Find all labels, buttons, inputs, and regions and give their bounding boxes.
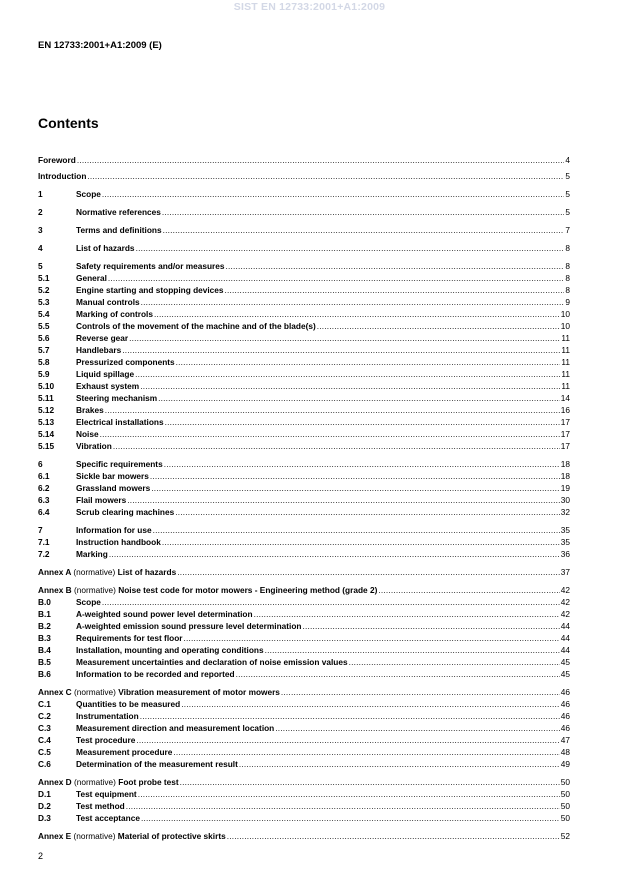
toc-page-number: 44 [560,621,570,631]
toc-entry[interactable] [38,284,570,296]
dot-leader [181,698,560,710]
dot-leader [154,308,560,320]
dot-leader [275,722,560,734]
toc-entry-title: Noise [76,429,99,439]
toc-entry-number: 5.10 [38,381,55,391]
dot-leader [153,524,560,536]
toc-entry-number: 6.1 [38,471,50,481]
toc-page-number: 36 [560,549,570,559]
toc-entry-title: Normative references [76,207,161,217]
toc-entry-number: B.0 [38,597,51,607]
toc-entry-number: 5.12 [38,405,55,415]
table-of-contents [38,154,570,842]
dot-leader [122,344,560,356]
dot-leader [102,596,560,608]
toc-entry-title: Electrical installations [76,417,164,427]
dot-leader [239,758,560,770]
dot-leader [227,830,560,842]
toc-entry[interactable] [38,788,570,800]
toc-entry-title: Measurement procedure [76,747,173,757]
toc-entry-title: Instruction handbook [76,537,161,547]
toc-entry-title: Pressurized components [76,357,175,367]
toc-page-number: 17 [560,429,570,439]
toc-page-number: 50 [560,777,570,787]
toc-entry-number: B.2 [38,621,51,631]
toc-entry[interactable] [38,320,570,332]
dot-leader [129,332,560,344]
toc-entry-title: Test procedure [76,735,136,745]
toc-entry-number: B.5 [38,657,51,667]
toc-entry-title: Measurement direction and measurement location [76,723,275,733]
toc-entry[interactable] [38,524,570,536]
toc-entry-number: 5.15 [38,441,55,451]
dot-leader [135,368,560,380]
toc-entry-number: 5.1 [38,273,50,283]
dot-leader [162,206,565,218]
toc-entry[interactable] [38,368,570,380]
toc-page-number: 14 [560,393,570,403]
dot-leader [254,608,560,620]
toc-page-number: 5 [565,189,570,199]
dot-leader [158,392,560,404]
page-number: 2 [38,851,44,861]
toc-entry-title: Flail mowers [76,495,127,505]
toc-entry[interactable] [38,428,570,440]
toc-page-number: 45 [560,657,570,667]
toc-page-number: 52 [560,831,570,841]
toc-entry-number: D.1 [38,789,51,799]
toc-entry[interactable] [38,242,570,254]
toc-annex-entry[interactable] [38,776,570,788]
toc-entry[interactable] [38,482,570,494]
toc-page-number: 5 [565,207,570,217]
dot-leader [113,440,560,452]
toc-entry[interactable] [38,548,570,560]
dot-leader [108,272,564,284]
dot-leader [302,620,559,632]
toc-entry-number: B.3 [38,633,51,643]
toc-page-number: 7 [565,225,570,235]
toc-entry-title: Brakes [76,405,104,415]
toc-entry-number: B.6 [38,669,51,679]
dot-leader [165,416,560,428]
toc-entry-number: 5 [38,261,43,271]
toc-entry[interactable] [38,332,570,344]
toc-page-number: 8 [565,261,570,271]
dot-leader [180,776,560,788]
dot-leader [225,284,565,296]
toc-entry-number: 5.2 [38,285,50,295]
toc-entry[interactable] [38,380,570,392]
dot-leader [140,380,560,392]
toc-entry[interactable] [38,536,570,548]
toc-entry-title: Sickle bar mowers [76,471,149,481]
toc-page-number: 44 [560,633,570,643]
toc-entry-title: Annex A (normative) List of hazards [38,567,177,577]
dot-leader [225,260,564,272]
toc-entry[interactable] [38,170,570,182]
dot-leader [150,470,560,482]
dot-leader [378,584,559,596]
toc-entry-number: 5.5 [38,321,50,331]
dot-leader [141,812,560,824]
toc-entry-title: Quantities to be measured [76,699,181,709]
toc-entry-number: B.1 [38,609,51,619]
toc-entry-number: 6.3 [38,495,50,505]
toc-entry[interactable] [38,812,570,824]
dot-leader [317,320,560,332]
toc-entry-number: 3 [38,225,43,235]
toc-page-number: 46 [560,687,570,697]
toc-page-number: 18 [560,471,570,481]
dot-leader [87,170,564,182]
toc-entry-title: Safety requirements and/or measures [76,261,225,271]
toc-entry-title: Installation, mounting and operating conditions [76,645,264,655]
toc-entry-title: A-weighted emission sound pressure level determination [76,621,302,631]
toc-entry[interactable] [38,632,570,644]
toc-entry[interactable] [38,734,570,746]
toc-page-number: 10 [560,309,570,319]
toc-page-number: 19 [560,483,570,493]
toc-annex-entry[interactable] [38,686,570,698]
toc-entry[interactable] [38,698,570,710]
toc-entry-number: 6 [38,459,43,469]
toc-entry-title: Vibration [76,441,112,451]
toc-page-number: 16 [560,405,570,415]
toc-entry-title: Test acceptance [76,813,140,823]
toc-page-number: 4 [565,155,570,165]
toc-page-number: 32 [560,507,570,517]
toc-entry-title: Scope [76,189,101,199]
toc-entry[interactable] [38,608,570,620]
toc-entry[interactable] [38,494,570,506]
toc-page-number: 10 [560,321,570,331]
toc-entry-title: List of hazards [76,243,135,253]
dot-leader [109,548,560,560]
dot-leader [126,800,560,812]
toc-entry-number: 5.14 [38,429,55,439]
toc-page-number: 17 [560,417,570,427]
toc-page-number: 46 [560,711,570,721]
toc-entry-title: Marking of controls [76,309,153,319]
toc-entry-title: Controls of the movement of the machine and of the blade(s) [76,321,316,331]
toc-entry[interactable] [38,206,570,218]
toc-entry-number: 4 [38,243,43,253]
toc-annex-entry[interactable] [38,566,570,578]
toc-entry[interactable] [38,644,570,656]
toc-page-number: 18 [560,459,570,469]
toc-page-number: 46 [560,723,570,733]
dot-leader [127,494,560,506]
toc-entry[interactable] [38,668,570,680]
toc-entry-title: Engine starting and stopping devices [76,285,224,295]
toc-entry[interactable] [38,746,570,758]
toc-page-number: 8 [565,285,570,295]
toc-page-number: 37 [560,567,570,577]
toc-entry-title: Manual controls [76,297,140,307]
toc-page-number: 50 [560,801,570,811]
toc-entry-number: 2 [38,207,43,217]
toc-entry[interactable] [38,710,570,722]
toc-entry-title: Information to be recorded and reported [76,669,235,679]
toc-entry-number: C.3 [38,723,51,733]
toc-entry-number: 7 [38,525,43,535]
toc-entry-number: 6.4 [38,507,50,517]
dot-leader [136,734,559,746]
toc-page-number: 50 [560,789,570,799]
toc-entry-title: Determination of the measurement result [76,759,238,769]
dot-leader [173,746,559,758]
toc-entry[interactable] [38,470,570,482]
dot-leader [151,482,560,494]
dot-leader [176,356,561,368]
toc-entry[interactable] [38,758,570,770]
toc-entry-title: Exhaust system [76,381,140,391]
toc-annex-entry[interactable] [38,830,570,842]
toc-entry-number: 5.13 [38,417,55,427]
toc-entry-title: Requirements for test floor [76,633,183,643]
toc-entry-number: 5.9 [38,369,50,379]
toc-entry-title: Information for use [76,525,152,535]
toc-entry[interactable] [38,308,570,320]
toc-entry-title: Annex C (normative) Vibration measurement of motor mowers [38,687,280,697]
toc-page-number: 11 [561,357,570,367]
toc-entry-number: C.5 [38,747,51,757]
dot-leader [163,224,565,236]
toc-page-number: 8 [565,243,570,253]
toc-page-number: 35 [560,537,570,547]
dot-leader [265,644,560,656]
toc-entry-number: 6.2 [38,483,50,493]
toc-entry-title: Instrumentation [76,711,139,721]
toc-page-number: 46 [560,699,570,709]
toc-entry-title: Test equipment [76,789,137,799]
toc-page-number: 47 [560,735,570,745]
dot-leader [184,632,560,644]
toc-entry[interactable] [38,296,570,308]
dot-leader [140,710,560,722]
dot-leader [102,188,564,200]
page-title: Contents [38,115,99,131]
toc-page-number: 48 [560,747,570,757]
toc-entry-title: Terms and definitions [76,225,162,235]
toc-entry-number: 1 [38,189,43,199]
toc-page-number: 30 [560,495,570,505]
dot-leader [77,154,565,166]
toc-page-number: 9 [565,297,570,307]
toc-entry-number: D.2 [38,801,51,811]
toc-entry[interactable] [38,224,570,236]
dot-leader [138,788,560,800]
toc-entry-number: C.4 [38,735,51,745]
dot-leader [141,296,565,308]
toc-entry-title: Grassland mowers [76,483,151,493]
toc-page-number: 42 [560,597,570,607]
toc-entry-title: Handlebars [76,345,122,355]
toc-entry-number: 7.2 [38,549,50,559]
toc-entry-number: C.2 [38,711,51,721]
toc-entry-title: Introduction [38,171,87,181]
dot-leader [164,458,560,470]
toc-annex-entry[interactable] [38,584,570,596]
toc-page-number: 42 [560,609,570,619]
toc-entry[interactable] [38,392,570,404]
toc-entry-title: Test method [76,801,125,811]
toc-entry-title: Foreword [38,155,76,165]
toc-page-number: 45 [560,669,570,679]
toc-page-number: 44 [560,645,570,655]
toc-entry[interactable] [38,722,570,734]
toc-entry[interactable] [38,188,570,200]
toc-entry-title: Measurement uncertainties and declaration of noise emission values [76,657,348,667]
dot-leader [349,656,560,668]
toc-entry-title: Scope [76,597,101,607]
toc-entry-number: 5.11 [38,393,54,403]
toc-entry-title: Annex B (normative) Noise test code for motor mowers - Engineering method (grade 2) [38,585,378,595]
toc-entry[interactable] [38,344,570,356]
toc-page-number: 50 [560,813,570,823]
toc-entry[interactable] [38,154,570,166]
toc-page-number: 11 [561,333,570,343]
toc-entry-number: 5.3 [38,297,50,307]
toc-entry[interactable] [38,596,570,608]
toc-entry-number: 5.8 [38,357,50,367]
toc-entry-number: 5.6 [38,333,50,343]
toc-entry-number: 7.1 [38,537,50,547]
toc-entry-number: B.4 [38,645,51,655]
toc-entry-title: Liquid spillage [76,369,135,379]
toc-page-number: 17 [560,441,570,451]
toc-entry[interactable] [38,272,570,284]
toc-page-number: 49 [560,759,570,769]
toc-page-number: 11 [561,369,570,379]
dot-leader [281,686,560,698]
toc-entry-title: Marking [76,549,108,559]
toc-entry-title: Specific requirements [76,459,163,469]
toc-entry[interactable] [38,656,570,668]
toc-entry-number: D.3 [38,813,51,823]
toc-entry-title: Steering mechanism [76,393,158,403]
dot-leader [177,566,560,578]
toc-entry-title: Annex D (normative) Foot probe test [38,777,179,787]
dot-leader [105,404,560,416]
toc-entry[interactable] [38,440,570,452]
toc-entry-title: Annex E (normative) Material of protective skirts [38,831,226,841]
toc-entry[interactable] [38,800,570,812]
toc-entry-title: A-weighted sound power level determination [76,609,253,619]
toc-page-number: 11 [561,345,570,355]
toc-page-number: 35 [560,525,570,535]
toc-page-number: 42 [560,585,570,595]
dot-leader [100,428,560,440]
toc-entry[interactable] [38,620,570,632]
dot-leader [236,668,560,680]
toc-entry-title: Reverse gear [76,333,129,343]
toc-entry-title: General [76,273,107,283]
toc-entry[interactable] [38,506,570,518]
watermark: SIST EN 12733:2001+A1:2009 [233,1,386,13]
toc-entry-number: C.1 [38,699,51,709]
toc-entry[interactable] [38,404,570,416]
toc-entry-title: Scrub clearing machines [76,507,175,517]
toc-entry[interactable] [38,416,570,428]
toc-entry[interactable] [38,356,570,368]
document-id: EN 12733:2001+A1:2009 (E) [38,40,162,51]
toc-page-number: 11 [561,381,570,391]
toc-entry-number: C.6 [38,759,51,769]
toc-entry[interactable] [38,458,570,470]
toc-page-number: 5 [565,171,570,181]
toc-entry[interactable] [38,260,570,272]
dot-leader [162,536,560,548]
dot-leader [136,242,565,254]
toc-page-number: 8 [565,273,570,283]
toc-entry-number: 5.7 [38,345,50,355]
toc-entry-number: 5.4 [38,309,50,319]
dot-leader [175,506,560,518]
